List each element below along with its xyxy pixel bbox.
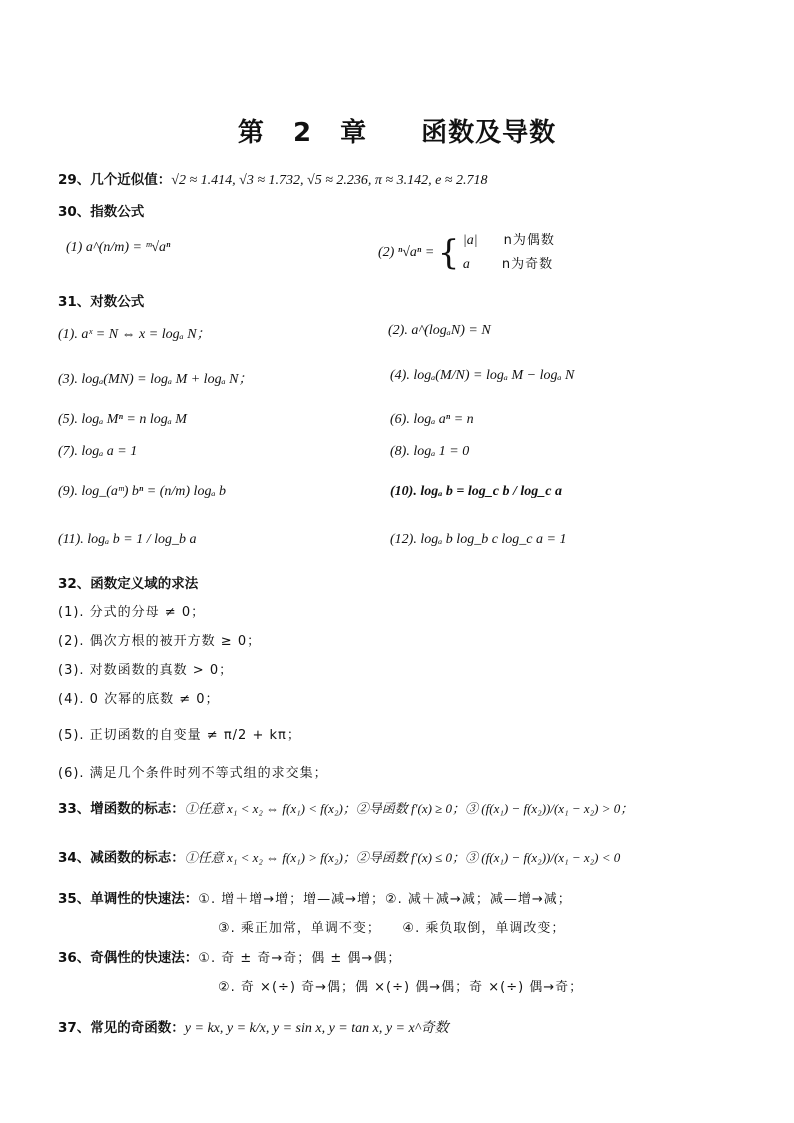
- section-29: [58, 168, 488, 189]
- section-36-label: 36、奇偶性的快速法：: [58, 950, 199, 966]
- log-formula-10: (10). logₐ b = log_c b / log_c a: [390, 484, 562, 499]
- section-33: [58, 797, 633, 817]
- domain-rule-1: (1). 分式的分母 ≠ 0；: [58, 605, 206, 620]
- domain-rule-2: (2). 偶次方根的被开方数 ≥ 0；: [58, 634, 262, 649]
- parity-rule-line1: ①. 奇 ± 奇→奇；偶 ± 偶→偶；: [198, 951, 402, 966]
- section-37: [58, 1016, 449, 1037]
- log-formula-7: (7). logₐ a = 1: [58, 444, 138, 459]
- case2-expr: a: [462, 257, 470, 272]
- log-formula-5: (5). logₐ Mⁿ = n logₐ M: [58, 412, 187, 427]
- section-35: [58, 887, 572, 907]
- domain-rule-6: (6). 满足几个条件时列不等式组的求交集；: [58, 766, 328, 781]
- section-31-label: 31、对数公式: [58, 294, 145, 310]
- exp-formula-1: (1) a^(n/m) = ᵐ√aⁿ: [66, 240, 171, 255]
- log-formula-4: (4). logₐ(M/N) = logₐ M − logₐ N: [390, 368, 575, 383]
- log-formula-2: (2). a^(logₐN) = N: [388, 323, 491, 338]
- decreasing-criteria: ①任意 x₁ < x₂ ⇔ f(x₁) > f(x₂)；②导函数 f′(x) ≤ 0；③ (f(x₁) − f(x₂))/(x₁ − x₂) < 0: [184, 850, 621, 865]
- monotonic-rule-line1: ①. 增＋增→增；增—减→增；②. 减＋减→减；减—增→减；: [198, 892, 572, 907]
- monotonic-rule-line2: ③. 乘正加常，单调不变； ④. 乘负取倒，单调改变；: [218, 921, 566, 936]
- parity-rule-line2: ②. 奇 ×(÷) 奇→偶；偶 ×(÷) 偶→偶；奇 ×(÷) 偶→奇；: [218, 980, 584, 995]
- section-34-label: 34、减函数的标志：: [58, 850, 185, 866]
- page-title: 第 2 章 函数及导数: [237, 118, 557, 148]
- domain-rule-3: (3). 对数函数的真数 > 0；: [58, 663, 234, 678]
- brace-icon: {: [437, 233, 460, 273]
- domain-rule-5: (5). 正切函数的自变量 ≠ π/2 + kπ；: [58, 728, 301, 743]
- section-35-label: 35、单调性的快速法：: [58, 891, 199, 907]
- section-33-label: 33、增函数的标志：: [58, 801, 185, 817]
- odd-functions-list: y = kx, y = k/x, y = sin x, y = tan x, y = x^奇数: [184, 1021, 449, 1036]
- log-formula-6: (6). logₐ aⁿ = n: [390, 412, 474, 427]
- case1-expr: |a|: [462, 233, 478, 248]
- exp-formula-2-left: (2) ⁿ√aⁿ =: [378, 245, 435, 261]
- exp-formula-2: [378, 229, 555, 277]
- increasing-criteria: ①任意 x₁ < x₂ ⇔ f(x₁) < f(x₂)；②导函数 f′(x) ≥ 0；③ (f(x₁) − f(x₂))/(x₁ − x₂) > 0；: [184, 801, 634, 816]
- log-formula-1: (1). aˣ = N ⇔ x = logₐ N；: [58, 327, 211, 342]
- section-29-label: 29、几个近似值：: [58, 172, 172, 188]
- log-formula-3: (3). logₐ(MN) = logₐ M + logₐ N；: [58, 372, 253, 387]
- section-32-label: 32、函数定义域的求法: [58, 576, 199, 592]
- exp-formula-2-cases: [463, 229, 555, 277]
- log-formula-12: (12). logₐ b log_b c log_c a = 1: [390, 532, 567, 547]
- domain-rule-4: (4). 0 次幂的底数 ≠ 0；: [58, 692, 220, 707]
- section-36: [58, 946, 401, 966]
- case1-cond: n为偶数: [503, 233, 555, 248]
- section-37-label: 37、常见的奇函数：: [58, 1020, 185, 1036]
- section-30-label: 30、指数公式: [58, 204, 145, 220]
- case2-cond: n为奇数: [501, 257, 554, 272]
- approximations-formula: √2 ≈ 1.414, √3 ≈ 1.732, √5 ≈ 2.236, π ≈ 3.142, e ≈ 2.718: [171, 173, 488, 188]
- log-formula-9: (9). log_(aᵐ) bⁿ = (n/m) logₐ b: [58, 484, 227, 499]
- log-formula-11: (11). logₐ b = 1 / log_b a: [58, 532, 197, 547]
- log-formula-8: (8). logₐ 1 = 0: [390, 444, 470, 459]
- section-34: [58, 846, 620, 866]
